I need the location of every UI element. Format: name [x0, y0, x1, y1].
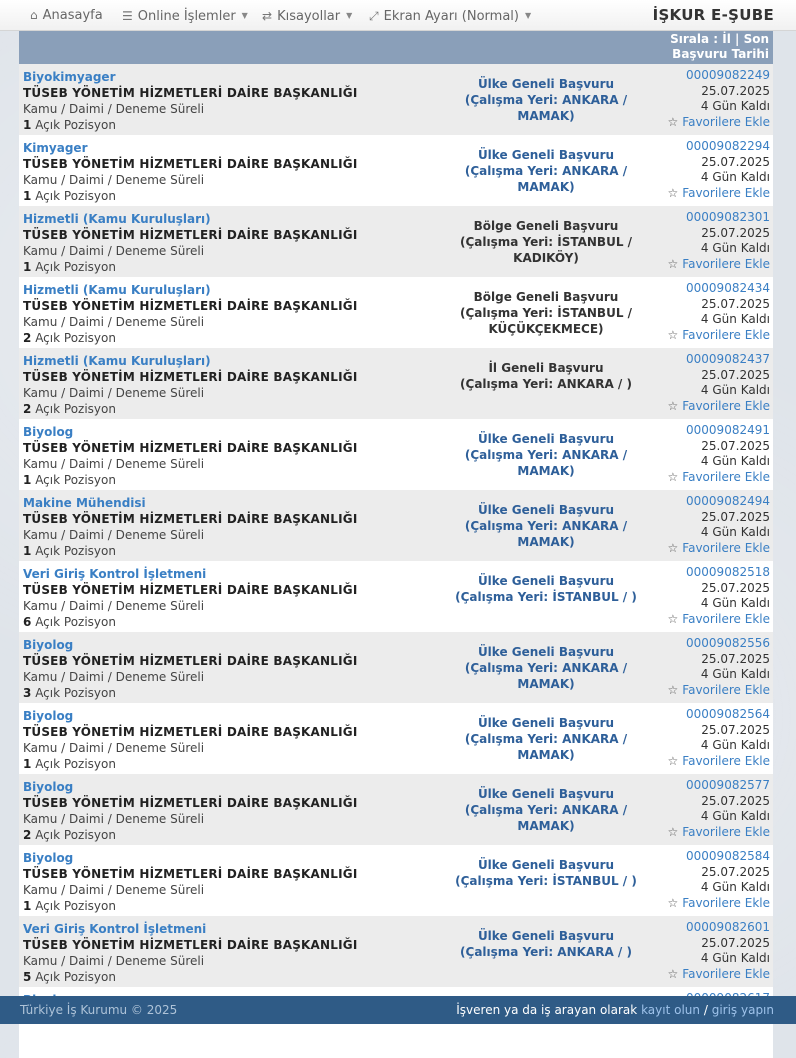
employer-name: TÜSEB YÖNETİM HİZMETLERİ DAİRE BAŞKANLIĞI: [23, 867, 358, 881]
table-row: [19, 206, 773, 277]
scope-label: Ülke Geneli Başvuru: [477, 432, 615, 446]
resize-icon: ⤢: [369, 9, 379, 23]
open-positions: [23, 756, 413, 772]
register-link[interactable]: kayıt olun: [641, 1003, 700, 1017]
nav-shortcuts[interactable]: [262, 0, 352, 31]
table-header: [19, 31, 773, 64]
favorites-label: Favorilere Ekle: [682, 611, 770, 626]
application-scope: [411, 360, 681, 392]
job-type: Kamu / Daimi / Deneme Süreli: [23, 386, 205, 400]
star-icon: ☆: [667, 185, 679, 200]
job-title-link[interactable]: Makine Mühendisi: [23, 496, 146, 510]
application-scope: [411, 644, 681, 692]
favorites-label: Favorilere Ekle: [682, 185, 770, 200]
job-rows: [19, 64, 773, 1058]
open-positions: [23, 898, 413, 914]
job-info: [23, 424, 413, 488]
brand-title[interactable]: İŞKUR E-ŞUBE: [652, 6, 774, 24]
job-type: Kamu / Daimi / Deneme Süreli: [23, 244, 205, 258]
scope-label: Ülke Geneli Başvuru: [477, 929, 615, 943]
deadline-date: 25.07.2025: [701, 509, 770, 524]
job-type: Kamu / Daimi / Deneme Süreli: [23, 812, 205, 826]
work-location: (Çalışma Yeri: ANKARA /: [464, 93, 628, 107]
listing-code-link[interactable]: 00009082437: [686, 352, 770, 366]
job-info: [23, 282, 413, 346]
scope-label: Ülke Geneli Başvuru: [477, 503, 615, 517]
footer-cta-text: İşveren ya da iş arayan olarak: [456, 1003, 638, 1017]
application-scope: [411, 573, 681, 605]
position-label: Açık Pozisyon: [35, 970, 116, 984]
days-remaining: 4 Gün Kaldı: [700, 454, 770, 468]
employer-name: TÜSEB YÖNETİM HİZMETLERİ DAİRE BAŞKANLIĞI: [23, 583, 358, 597]
star-icon: ☆: [667, 256, 679, 271]
table-row: [19, 561, 773, 632]
work-location-district: MAMAK): [517, 677, 575, 691]
days-remaining: 4 Gün Kaldı: [700, 596, 770, 610]
listing-meta: [668, 849, 770, 911]
listing-code-link[interactable]: 00009082564: [686, 707, 770, 721]
deadline-date: 25.07.2025: [701, 793, 770, 808]
listing-meta: [668, 636, 770, 698]
position-label: Açık Pozisyon: [35, 828, 116, 842]
listing-code-link[interactable]: 00009082601: [686, 920, 770, 934]
application-scope: [411, 289, 681, 337]
work-location-district: MAMAK): [517, 464, 575, 478]
scope-label: Ülke Geneli Başvuru: [477, 645, 615, 659]
list-icon: ☰: [122, 9, 133, 23]
application-scope: [411, 431, 681, 479]
nav-online-label: Online İşlemler: [137, 9, 236, 24]
scope-label: Bölge Geneli Başvuru: [473, 219, 619, 233]
star-icon: ☆: [667, 398, 679, 413]
job-info: [23, 566, 413, 630]
caret-down-icon: ▼: [524, 11, 532, 20]
work-location: (Çalışma Yeri: İSTANBUL /: [459, 306, 633, 320]
listing-meta: [668, 565, 770, 627]
star-icon: ☆: [667, 753, 679, 768]
listing-code-link[interactable]: 00009082434: [686, 281, 770, 295]
position-count: 2: [23, 402, 32, 416]
days-remaining: 4 Gün Kaldı: [700, 312, 770, 326]
job-type: Kamu / Daimi / Deneme Süreli: [23, 954, 205, 968]
deadline-date: 25.07.2025: [701, 864, 770, 879]
add-to-favorites-link[interactable]: [668, 328, 770, 344]
position-count: 2: [23, 331, 32, 345]
job-type: Kamu / Daimi / Deneme Süreli: [23, 599, 205, 613]
job-info: [23, 211, 413, 275]
employer-name: TÜSEB YÖNETİM HİZMETLERİ DAİRE BAŞKANLIĞI: [23, 86, 358, 100]
nav-home[interactable]: [30, 0, 103, 31]
add-to-favorites-link[interactable]: [668, 967, 770, 983]
job-info: [23, 353, 413, 417]
position-label: Açık Pozisyon: [35, 402, 116, 416]
table-row: [19, 419, 773, 490]
open-positions: [23, 330, 413, 346]
nav-screen-setting[interactable]: [369, 0, 531, 31]
listing-code-link[interactable]: 00009082294: [686, 139, 770, 153]
employer-name: TÜSEB YÖNETİM HİZMETLERİ DAİRE BAŞKANLIĞI: [23, 512, 358, 526]
favorites-label: Favorilere Ekle: [682, 753, 770, 768]
work-location-district: MAMAK): [517, 180, 575, 194]
application-scope: [411, 502, 681, 550]
listing-meta: [668, 281, 770, 343]
star-icon: ☆: [667, 966, 679, 981]
scope-label: Ülke Geneli Başvuru: [477, 716, 615, 730]
position-count: 1: [23, 899, 32, 913]
deadline-date: 25.07.2025: [701, 154, 770, 169]
star-icon: ☆: [667, 114, 679, 129]
table-row: [19, 703, 773, 774]
application-scope: [411, 715, 681, 763]
listing-meta: [668, 210, 770, 272]
job-title-link[interactable]: Biyolog: [23, 780, 74, 794]
job-title-link[interactable]: Kimyager: [23, 141, 88, 155]
open-positions: [23, 543, 413, 559]
favorites-label: Favorilere Ekle: [682, 682, 770, 697]
work-location-district: KÜÇÜKÇEKMECE): [488, 322, 604, 336]
position-count: 2: [23, 828, 32, 842]
days-remaining: 4 Gün Kaldı: [700, 880, 770, 894]
sort-label-line1[interactable]: Sırala : İl | Son: [670, 32, 769, 46]
position-label: Açık Pozisyon: [35, 757, 116, 771]
star-icon: ☆: [667, 469, 679, 484]
table-row: [19, 632, 773, 703]
work-location: (Çalışma Yeri: ANKARA /: [464, 803, 628, 817]
footer-cta: [456, 996, 774, 1024]
job-type: Kamu / Daimi / Deneme Süreli: [23, 173, 205, 187]
add-to-favorites-link[interactable]: [668, 470, 770, 486]
nav-screen-label: Ekran Ayarı (Normal): [383, 9, 519, 24]
footer: [0, 996, 796, 1024]
job-type: Kamu / Daimi / Deneme Süreli: [23, 528, 205, 542]
job-title-link[interactable]: Biyolog: [23, 425, 74, 439]
job-info: [23, 637, 413, 701]
employer-name: TÜSEB YÖNETİM HİZMETLERİ DAİRE BAŞKANLIĞI: [23, 938, 358, 952]
position-label: Açık Pozisyon: [35, 331, 116, 345]
favorites-label: Favorilere Ekle: [682, 469, 770, 484]
work-location: (Çalışma Yeri: ANKARA / ): [460, 377, 632, 391]
work-location-district: MAMAK): [517, 819, 575, 833]
job-list-panel: [19, 31, 773, 1058]
listing-meta: [668, 707, 770, 769]
table-row: [19, 845, 773, 916]
nav-online-services[interactable]: [122, 0, 248, 31]
open-positions: [23, 472, 413, 488]
work-location: (Çalışma Yeri: İSTANBUL /: [459, 235, 633, 249]
table-row: [19, 348, 773, 419]
add-to-favorites-link[interactable]: [668, 612, 770, 628]
caret-down-icon: ▼: [346, 11, 353, 20]
listing-code-link[interactable]: 00009082577: [686, 778, 770, 792]
position-count: 1: [23, 544, 32, 558]
job-info: [23, 850, 413, 914]
position-label: Açık Pozisyon: [35, 473, 116, 487]
days-remaining: 4 Gün Kaldı: [700, 809, 770, 823]
open-positions: [23, 401, 413, 417]
application-scope: [411, 218, 681, 266]
deadline-date: 25.07.2025: [701, 580, 770, 595]
sort-label-line2[interactable]: Başvuru Tarihi: [672, 47, 769, 61]
job-info: [23, 708, 413, 772]
listing-code-link[interactable]: 00009082518: [686, 565, 770, 579]
job-title-link[interactable]: Biyolog: [23, 851, 74, 865]
star-icon: ☆: [667, 682, 679, 697]
position-label: Açık Pozisyon: [35, 544, 116, 558]
scope-label: Bölge Geneli Başvuru: [473, 290, 619, 304]
employer-name: TÜSEB YÖNETİM HİZMETLERİ DAİRE BAŞKANLIĞI: [23, 228, 358, 242]
application-scope: [411, 786, 681, 834]
position-count: 1: [23, 189, 32, 203]
listing-meta: [668, 352, 770, 414]
scope-label: Ülke Geneli Başvuru: [477, 77, 615, 91]
table-row: [19, 64, 773, 135]
position-count: 1: [23, 260, 32, 274]
position-label: Açık Pozisyon: [35, 260, 116, 274]
open-positions: [23, 117, 413, 133]
position-count: 1: [23, 473, 32, 487]
open-positions: [23, 685, 413, 701]
listing-code-link[interactable]: 00009082491: [686, 423, 770, 437]
listing-meta: [668, 423, 770, 485]
deadline-date: 25.07.2025: [701, 367, 770, 382]
employer-name: TÜSEB YÖNETİM HİZMETLERİ DAİRE BAŞKANLIĞI: [23, 654, 358, 668]
work-location: (Çalışma Yeri: ANKARA /: [464, 164, 628, 178]
favorites-label: Favorilere Ekle: [682, 327, 770, 342]
work-location: (Çalışma Yeri: İSTANBUL / ): [455, 874, 637, 888]
job-type: Kamu / Daimi / Deneme Süreli: [23, 741, 205, 755]
star-icon: ☆: [667, 540, 679, 555]
position-label: Açık Pozisyon: [35, 686, 116, 700]
days-remaining: 4 Gün Kaldı: [700, 383, 770, 397]
add-to-favorites-link[interactable]: [668, 541, 770, 557]
add-to-favorites-link[interactable]: [668, 683, 770, 699]
caret-down-icon: ▼: [241, 11, 248, 20]
listing-meta: [668, 494, 770, 556]
position-label: Açık Pozisyon: [35, 615, 116, 629]
work-location-district: MAMAK): [517, 109, 575, 123]
favorites-label: Favorilere Ekle: [682, 540, 770, 555]
job-title-link[interactable]: Biyolog: [23, 638, 74, 652]
listing-code-link[interactable]: 00009082249: [686, 68, 770, 82]
login-link[interactable]: giriş yapın: [711, 1003, 774, 1017]
open-positions: [23, 969, 413, 985]
open-positions: [23, 614, 413, 630]
add-to-favorites-link[interactable]: [668, 825, 770, 841]
work-location-district: KADIKÖY): [513, 251, 579, 265]
days-remaining: 4 Gün Kaldı: [700, 525, 770, 539]
scope-label: Ülke Geneli Başvuru: [477, 148, 615, 162]
job-type: Kamu / Daimi / Deneme Süreli: [23, 670, 205, 684]
listing-code-link[interactable]: 00009082494: [686, 494, 770, 508]
work-location: (Çalışma Yeri: İSTANBUL / ): [455, 590, 637, 604]
work-location: (Çalışma Yeri: ANKARA / ): [460, 945, 632, 959]
star-icon: ☆: [667, 824, 679, 839]
employer-name: TÜSEB YÖNETİM HİZMETLERİ DAİRE BAŞKANLIĞI: [23, 796, 358, 810]
table-row: [19, 490, 773, 561]
table-row: [19, 916, 773, 987]
deadline-date: 25.07.2025: [701, 296, 770, 311]
days-remaining: 4 Gün Kaldı: [700, 667, 770, 681]
position-count: 5: [23, 970, 32, 984]
work-location: (Çalışma Yeri: ANKARA /: [464, 732, 628, 746]
job-title-link[interactable]: Hizmetli (Kamu Kuruluşları): [23, 283, 211, 297]
nav-home-label: Anasayfa: [42, 8, 103, 23]
work-location-district: MAMAK): [517, 748, 575, 762]
job-info: [23, 140, 413, 204]
work-location: (Çalışma Yeri: ANKARA /: [464, 661, 628, 675]
employer-name: TÜSEB YÖNETİM HİZMETLERİ DAİRE BAŞKANLIĞI: [23, 370, 358, 384]
listing-code-link[interactable]: 00009082584: [686, 849, 770, 863]
position-label: Açık Pozisyon: [35, 189, 116, 203]
job-type: Kamu / Daimi / Deneme Süreli: [23, 102, 205, 116]
favorites-label: Favorilere Ekle: [682, 824, 770, 839]
open-positions: [23, 188, 413, 204]
job-title-link[interactable]: Hizmetli (Kamu Kuruluşları): [23, 212, 211, 226]
position-count: 1: [23, 757, 32, 771]
listing-meta: [668, 68, 770, 130]
favorites-label: Favorilere Ekle: [682, 398, 770, 413]
scope-label: Ülke Geneli Başvuru: [477, 787, 615, 801]
deadline-date: 25.07.2025: [701, 935, 770, 950]
open-positions: [23, 259, 413, 275]
job-type: Kamu / Daimi / Deneme Süreli: [23, 883, 205, 897]
job-info: [23, 921, 413, 985]
position-count: 6: [23, 615, 32, 629]
scope-label: İl Geneli Başvuru: [488, 361, 604, 375]
add-to-favorites-link[interactable]: [668, 115, 770, 131]
job-type: Kamu / Daimi / Deneme Süreli: [23, 315, 205, 329]
application-scope: [411, 928, 681, 960]
days-remaining: 4 Gün Kaldı: [700, 241, 770, 255]
job-title-link[interactable]: Veri Giriş Kontrol İşletmeni: [23, 922, 207, 936]
days-remaining: 4 Gün Kaldı: [700, 951, 770, 965]
add-to-favorites-link[interactable]: [668, 186, 770, 202]
listing-code-link[interactable]: 00009082556: [686, 636, 770, 650]
employer-name: TÜSEB YÖNETİM HİZMETLERİ DAİRE BAŞKANLIĞI: [23, 157, 358, 171]
position-label: Açık Pozisyon: [35, 899, 116, 913]
application-scope: [411, 857, 681, 889]
footer-separator: /: [703, 1003, 708, 1017]
job-info: [23, 779, 413, 843]
favorites-label: Favorilere Ekle: [682, 895, 770, 910]
sort-control[interactable]: [670, 32, 769, 62]
days-remaining: 4 Gün Kaldı: [700, 170, 770, 184]
position-count: 3: [23, 686, 32, 700]
job-title-link[interactable]: Veri Giriş Kontrol İşletmeni: [23, 567, 207, 581]
application-scope: [411, 147, 681, 195]
favorites-label: Favorilere Ekle: [682, 256, 770, 271]
star-icon: ☆: [667, 611, 679, 626]
deadline-date: 25.07.2025: [701, 651, 770, 666]
job-type: Kamu / Daimi / Deneme Süreli: [23, 457, 205, 471]
open-positions: [23, 827, 413, 843]
job-info: [23, 495, 413, 559]
job-info: [23, 69, 413, 133]
favorites-label: Favorilere Ekle: [682, 114, 770, 129]
job-title-link[interactable]: Biyolog: [23, 709, 74, 723]
job-title-link[interactable]: Hizmetli (Kamu Kuruluşları): [23, 354, 211, 368]
favorites-label: Favorilere Ekle: [682, 966, 770, 981]
position-count: 1: [23, 118, 32, 132]
work-location: (Çalışma Yeri: ANKARA /: [464, 448, 628, 462]
days-remaining: 4 Gün Kaldı: [700, 99, 770, 113]
work-location-district: MAMAK): [517, 535, 575, 549]
top-navbar: [0, 0, 796, 31]
application-scope: [411, 76, 681, 124]
star-icon: ☆: [667, 895, 679, 910]
employer-name: TÜSEB YÖNETİM HİZMETLERİ DAİRE BAŞKANLIĞI: [23, 299, 358, 313]
work-location: (Çalışma Yeri: ANKARA /: [464, 519, 628, 533]
deadline-date: 25.07.2025: [701, 722, 770, 737]
add-to-favorites-link[interactable]: [668, 896, 770, 912]
listing-meta: [668, 139, 770, 201]
deadline-date: 25.07.2025: [701, 225, 770, 240]
job-title-link[interactable]: Biyokimyager: [23, 70, 116, 84]
nav-shortcuts-label: Kısayollar: [277, 9, 341, 24]
table-row: [19, 277, 773, 348]
footer-copyright: Türkiye İş Kurumu © 2025: [20, 1003, 178, 1017]
add-to-favorites-link[interactable]: [668, 399, 770, 415]
shuffle-icon: ⇄: [262, 9, 273, 23]
scope-label: Ülke Geneli Başvuru: [477, 574, 615, 588]
listing-code-link[interactable]: 00009082301: [686, 210, 770, 224]
add-to-favorites-link[interactable]: [668, 754, 770, 770]
home-icon: ⌂: [30, 8, 38, 22]
employer-name: TÜSEB YÖNETİM HİZMETLERİ DAİRE BAŞKANLIĞI: [23, 725, 358, 739]
table-row: [19, 774, 773, 845]
days-remaining: 4 Gün Kaldı: [700, 738, 770, 752]
add-to-favorites-link[interactable]: [668, 257, 770, 273]
employer-name: TÜSEB YÖNETİM HİZMETLERİ DAİRE BAŞKANLIĞI: [23, 441, 358, 455]
listing-meta: [668, 920, 770, 982]
listing-meta: [668, 778, 770, 840]
deadline-date: 25.07.2025: [701, 83, 770, 98]
table-row: [19, 135, 773, 206]
position-label: Açık Pozisyon: [35, 118, 116, 132]
star-icon: ☆: [667, 327, 679, 342]
scope-label: Ülke Geneli Başvuru: [477, 858, 615, 872]
deadline-date: 25.07.2025: [701, 438, 770, 453]
